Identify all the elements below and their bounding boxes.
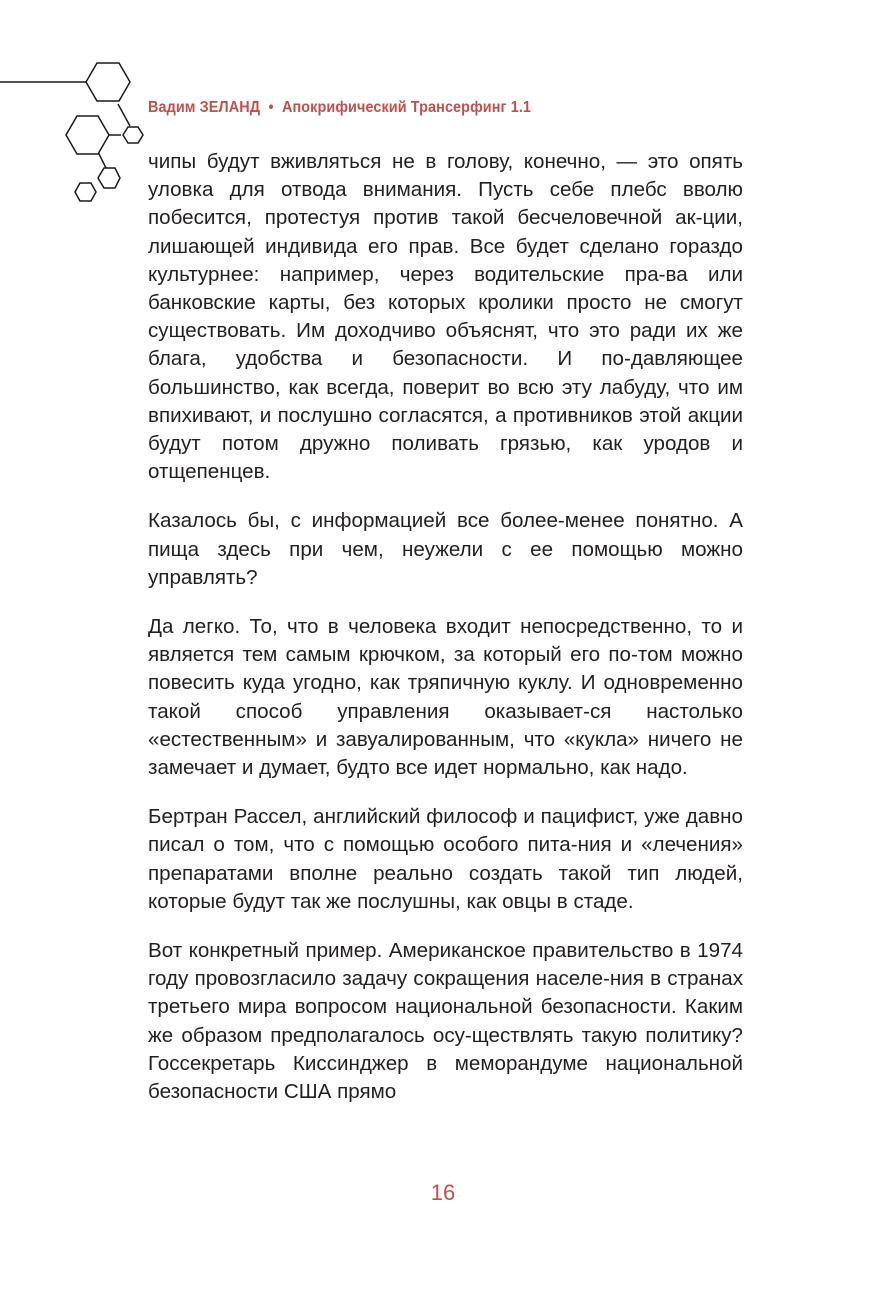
hexagon-small-right	[123, 127, 143, 143]
page-body	[148, 148, 743, 1127]
hexagon-large-middle	[66, 116, 109, 154]
hexagon-large-top	[86, 63, 130, 101]
paragraph: Вот конкретный пример. Американское правительство в 1974 году провозгласило задачу сокращения населе-ния в странах третьего мира вопросом национальной безопасности. Каким же образом предполагалось осу-ществлять такую политику? Госсекретарь Киссинджер в меморандуме национальной безопасности США прямо	[148, 939, 743, 1104]
hexagon-small-bottom	[75, 183, 96, 201]
hexagon-small-lower	[98, 168, 120, 188]
header-author: Вадим ЗЕЛАНД	[148, 99, 261, 116]
ornament-link	[118, 104, 130, 126]
ornament-link	[98, 152, 106, 168]
paragraph: Казалось бы, с информацией все более-менее понятно. А пища здесь при чем, неужели с ее помощью можно управлять?	[148, 509, 743, 589]
paragraph: чипы будут вживляться не в голову, конечно, — это опять уловка для отвода внимания. Пусть себе плебс вволю побесится, протестуя против такой бесчеловечной ак-ции, лишающей индивида его прав. Все будет сделано гораздо культурнее: например, через водительские пра-ва или банковские карты, без которых кролики просто не смогут существовать. Им доходчиво объяснят, что это ради их же блага, удобства и безопасности. И по-давляющее большинство, как всегда, поверит во всю эту лабуду, что им впихивают, и послушно согласятся, а противников этой акции будут потом дружно поливать грязью, как уродов и отщепенцев.	[148, 150, 743, 484]
paragraph: Да легко. То, что в человека входит непосредственно, то и является тем самым крючком, за который его по-том можно повесить куда угодно, как тряпичную куклу. И одновременно такой способ управления оказывает-ся настолько «естественным» и завуалированным, что «кукла» ничего не замечает и думает, будто все идет нормально, как надо.	[148, 615, 743, 780]
paragraph: Бертран Рассел, английский философ и пацифист, уже давно писал о том, что с помощью особого пита-ния и «лечения» препаратами вполне реально создать такой тип людей, которые будут так же послушны, как овцы в стаде.	[148, 805, 743, 913]
page-number: 16	[430, 1180, 456, 1205]
running-header	[148, 99, 531, 117]
hexagon-molecule-icon	[0, 55, 150, 215]
header-book-title: Апокрифический Трансерфинг 1.1	[281, 99, 532, 116]
header-separator: •	[268, 99, 274, 116]
